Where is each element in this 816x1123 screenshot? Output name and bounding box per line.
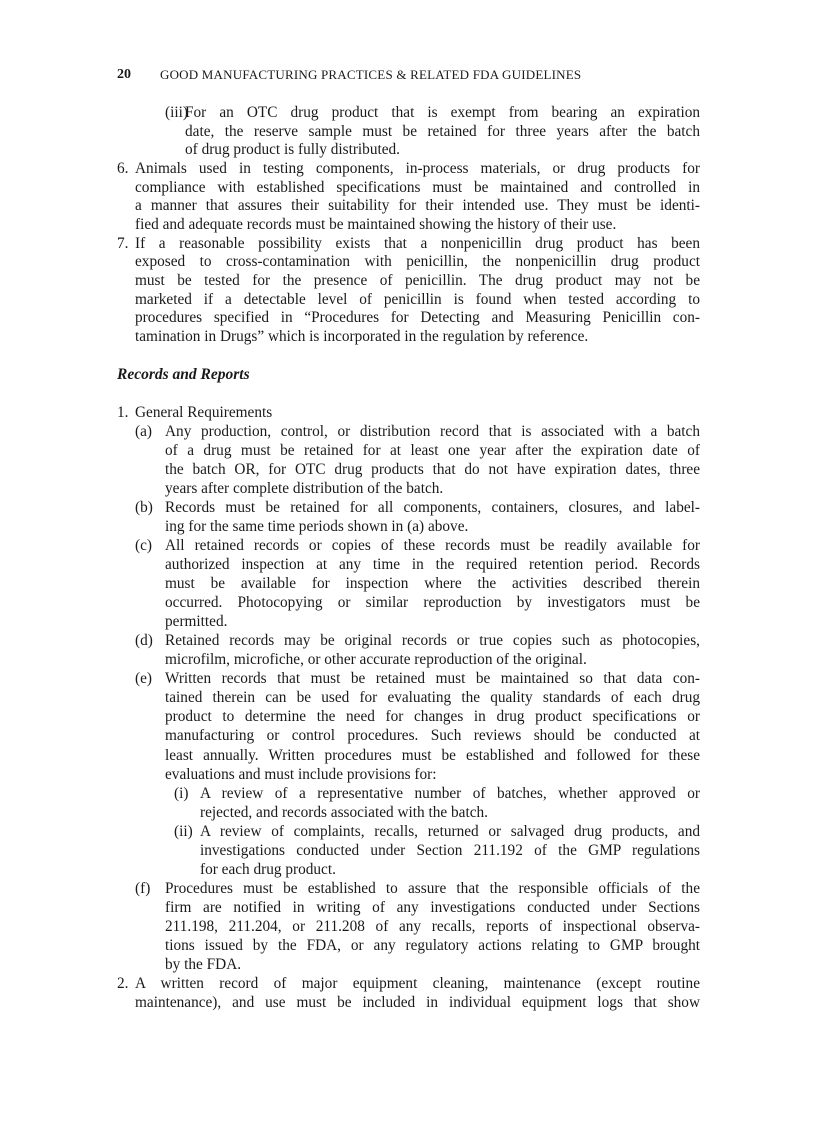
text-line: a manner that assures their suitability for their intended use. They must be identi-: [135, 197, 700, 215]
list-item: [174, 784, 700, 822]
list-item: [135, 631, 700, 669]
list-item-label: 6.: [117, 160, 129, 177]
text-line: Procedures must be established to assure that the responsible officials of the: [165, 880, 700, 897]
text-line: permitted.: [165, 613, 228, 631]
list-item-label: (iii): [165, 104, 188, 121]
text-line: microfilm, microfiche, or other accurate reproduction of the original.: [165, 651, 587, 669]
section-heading: Records and Reports: [117, 366, 250, 383]
list-item-label: (b): [135, 498, 153, 516]
text-line: marketed if a detectable level of penicillin is found when tested according to: [135, 290, 700, 308]
list-item-label: (c): [135, 536, 152, 554]
text-line: by the FDA.: [165, 956, 242, 974]
list-item: [165, 104, 700, 160]
text-line: authorized inspection at any time in the required retention period. Records: [165, 555, 700, 573]
text-line: tions issued by the FDA, or any regulatory actions relating to GMP brought: [165, 937, 700, 955]
list-item: [117, 234, 700, 347]
list-item-label: 1.: [117, 403, 129, 421]
list-item-label: (i): [174, 784, 189, 802]
text-line: tained therein can be used for evaluating the quality standards of each drug: [165, 689, 700, 707]
list-item: [135, 879, 700, 974]
text-line: Records must be retained for all components, containers, closures, and label-: [165, 498, 700, 516]
text-line: date, the reserve sample must be retained for three years after the batch: [185, 122, 700, 140]
text-line: occurred. Photocopying or similar reproduction by investigators must be: [165, 594, 700, 612]
list-item-label: 7.: [117, 234, 129, 252]
text-line: A review of complaints, recalls, returned or salvaged drug products, and: [200, 822, 700, 840]
text-line: the batch OR, for OTC drug products that do not have expiration dates, three: [165, 460, 700, 478]
text-line: Retained records may be original records or true copies such as photocopies,: [165, 632, 700, 650]
text-line: All retained records or copies of these records must be readily available for: [165, 536, 700, 554]
text-line: least annually. Written procedures must be established and followed for these: [165, 746, 700, 764]
text-line: years after complete distribution of the batch.: [165, 479, 444, 497]
text-line: tamination in Drugs” which is incorporated in the regulation by reference.: [135, 327, 589, 345]
list-item-label: (d): [135, 632, 153, 650]
text-line: ing for the same time periods shown in (a) above.: [165, 517, 469, 535]
text-line: General Requirements: [135, 403, 273, 421]
text-line: exposed to cross-contamination with penicillin, the nonpenicillin drug product: [135, 253, 700, 271]
text-line: A written record of major equipment cleaning, maintenance (except routine: [135, 975, 700, 993]
list-item: [135, 498, 700, 536]
list-item-label: (a): [135, 422, 152, 440]
text-line: of a drug must be retained for at least one year after the expiration date of: [165, 441, 700, 459]
text-line: fied and adequate records must be maintained showing the history of their use.: [135, 215, 617, 233]
text-line: must be available for inspection where the activities described therein: [165, 575, 700, 592]
list-item-label: (e): [135, 670, 152, 688]
text-line: A review of a representative number of batches, whether approved or: [200, 784, 700, 802]
text-line: compliance with established specifications must be maintained and controlled in: [135, 178, 700, 196]
text-line: 211.198, 211.204, or 211.208 of any recalls, reports of inspectional observa-: [165, 918, 700, 936]
text-line: maintenance), and use must be included in individual equipment logs that show: [135, 994, 700, 1012]
list-item-label: 2.: [117, 975, 129, 993]
list-item: [135, 669, 700, 783]
text-line: firm are notified in writing of any investigations conducted under Sections: [165, 899, 700, 917]
list-item: [135, 536, 700, 631]
list-item-label: (f): [135, 880, 151, 897]
running-header: [117, 66, 582, 83]
list-item: [174, 822, 700, 879]
text-line: If a reasonable possibility exists that a nonpenicillin drug product has been: [135, 234, 700, 252]
list-item: [117, 160, 700, 235]
list-item: [135, 422, 700, 498]
text-line: must be tested for the presence of penicillin. The drug product may not be: [135, 272, 700, 289]
text-line: product to determine the need for changes in drug product specifications or: [165, 708, 700, 726]
page-number: 20: [117, 67, 131, 82]
list-item: [117, 403, 700, 422]
text-line: Animals used in testing components, in-process materials, or drug products for: [135, 160, 700, 177]
text-line: Written records that must be retained must be maintained so that data con-: [165, 670, 700, 688]
text-line: Any production, control, or distribution record that is associated with a batch: [165, 422, 700, 440]
running-title: GOOD MANUFACTURING PRACTICES & RELATED FDA GUIDELINES: [160, 67, 582, 82]
text-line: manufacturing or control procedures. Such reviews should be conducted at: [165, 727, 700, 745]
text-line: of drug product is fully distributed.: [185, 141, 400, 159]
text-line: evaluations and must include provisions for:: [165, 765, 437, 783]
text-line: for each drug product.: [200, 860, 336, 878]
text-line: investigations conducted under Section 211.192 of the GMP regulations: [200, 841, 700, 859]
text-line: procedures specified in “Procedures for Detecting and Measuring Penicillin con-: [135, 309, 700, 327]
list-item-label: (ii): [174, 822, 193, 840]
list-item: [117, 974, 700, 1012]
text-line: For an OTC drug product that is exempt from bearing an expiration: [185, 104, 700, 121]
text-line: rejected, and records associated with the batch.: [200, 803, 488, 821]
